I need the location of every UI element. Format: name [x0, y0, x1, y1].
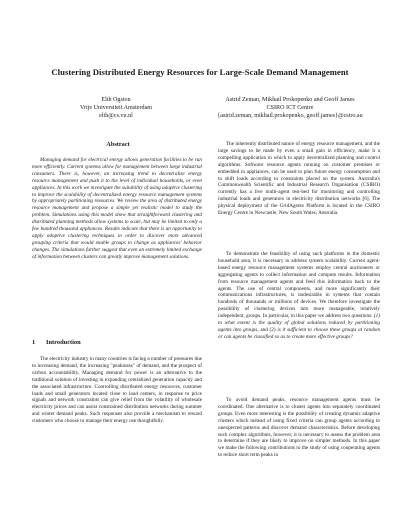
research-question-2: is it sufficient to choose these groups at random or can agents be classified so as to create more effective groups?	[218, 326, 380, 340]
paragraph-text: To demonstrate the feasibility of using such platforms in the domestic household area, it is necessary to address system scalability. Current agent-based energy resource management systems employ central auctioneers or aggregating agents to collect information and compute results. Information from resource management agents and feed this information back to the agents. The use of central components, and more significantly their communications infrastructures, is undesirable in systems that contain hundreds of thousands or millions of devices. We therefore investigate the possibility of clustering devices into more manageable, relatively independent, groups. In particular, in this paper we address two questions:	[218, 251, 380, 320]
body-paragraph	[218, 251, 380, 341]
section-title: Introduction	[46, 339, 81, 346]
abstract-text: Managing demand for electrical energy allows generation facilities to be run more efficiently. Current systems allow for management between large industrial consumers. There is, however, an increasing trend to decentralize energy resource management and push it to the level of individual households, or even appliances. In this work we investigate the suitability of using adaptive clustering to improve the scalability of decentralized energy resource management systems by appropriately partitioning resources. We review the area of distributed energy resource management and propose a simple yet realistic model to study the problem. Simulations using this model show that straightforward clustering and distributed planning methods allow systems to scale, but may be limited to only a few hundred thousand appliances. Results indicate that there is an opportunity to apply adaptive clustering techniques in order to discover more advanced grouping criteria that would enable groups to change as appliances' behavior changes. The simulations further suggest that even an extremely limited exchange of information between clusters can greatly improve management solutions.	[32, 157, 202, 260]
author-email: {astrid.zeman, mikhail.prokopenko, geoff.james}@csiro.au	[217, 113, 363, 120]
section-heading	[32, 339, 81, 346]
paper-title: Clustering Distributed Energy Resources for Large-Scale Demand Management	[51, 67, 349, 77]
author-affiliation: Vrije Universiteit Amsterdam	[79, 105, 153, 112]
author-affiliation: CSIRO ICT Centre	[266, 105, 314, 112]
body-paragraph: The inherently distributed nature of energy resource management, and the large savings to be made by even a small gain in efficiency, make it a compelling application in which to apply decentralized planning and control algorithms. Software resource agents running on customer premises or embedded in appliances, can be used to plan future energy consumption and to shift loads according to constraints placed on the system. Australia's Commonwealth Scientific and Industrial Research Organisation (CSIRO) currently has a live multi-agent test-bed for monitoring and controlling industrial loads and generators in electricity distribution networks [6]. The physical deployment of the GridAgents Platform is located in the CSIRO Energy Centre in Newcastle, New South Wales, Australia.	[218, 141, 380, 217]
paragraph-text: and (2)	[258, 326, 278, 333]
intro-paragraph: The electricity industry in many countries is facing a number of pressures due to increasing demand, the increasing "peakiness" of demand, and the prospect of carbon accountability. Managing demand for power is an alternative to the traditional solution of investing in expanding centralized generation capacity and the associated infrastructure. Controlling distributed energy resources, customer loads and small generators located close to load centers, in response to price signals and network constraints can give relief from the volatility of wholesale electricity prices and can assist constrained distribution networks during summer and winter demand peaks. Such responses also provide a mechanism to reward customers who choose to manage their energy use thoughtfully.	[32, 356, 202, 425]
body-paragraph: To avoid demand peaks, resource management agents must be coordinated. One alternative is to cluster agents into separately coordinated groups. Even more interesting is the possibility of creating dynamic adaptive clusters which instead of using fixed criteria can group agents according to unexpected patterns and discover demand characteristics. Before developing such complex algorithms, however, it is necessary to assess the problem area to determine if they are likely to improve on simpler methods. In this paper we make the following contributions to the study of using cooperating agents to reduce short term peaks in	[218, 397, 380, 459]
author-name: Elth Ogston	[101, 97, 131, 103]
author-email: elth@cs.vu.nl	[99, 113, 133, 120]
author-block-left	[66, 96, 166, 121]
abstract-heading: Abstract	[106, 141, 130, 148]
section-number: 1	[32, 339, 36, 346]
author-block-right	[185, 96, 395, 121]
author-name: Astrid Zeman, Mikhail Prokopenko and Geoff James	[225, 97, 355, 103]
research-question-1: (1) to what extent is the quality of global solutions reduced by partitioning agents into groups,	[218, 313, 380, 333]
